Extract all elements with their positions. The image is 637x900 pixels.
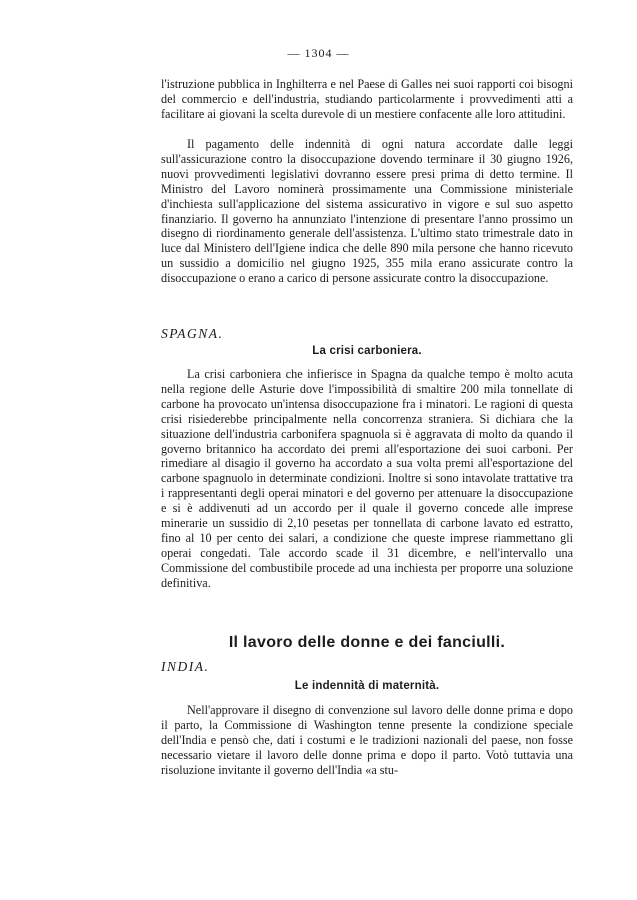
subheading-coal-crisis: La crisi carboniera. [312,345,422,357]
page-number: — 1304 — [287,46,350,60]
spain-coal-paragraph: La crisi carboniera che infierisce in Spagna da qualche tempo è molto acuta nella regione delle Asturie dove l'impossibilità di smaltire 200 mila tonnellate di carbone ha provocato un'intensa disoccupazione fra i minatori. Le ragioni di questa crisi risiederebbe principalmente nella concorrenza straniera. Si dichiara che la situazione dell'industria carbonifera spagnuola si è aggravata di molto da quando il governo britannico ha accordato dei premi all'esportazione dei suoi carboni. Per rimediare al disagio il governo ha accordato a sua volta premi all'esportazione del carbone spagnuolo in determinate condizioni. Inoltre si sono intavolate trattative tra i rappresentanti degli operai minatori e del governo per attenuare la disoccupazione e si è addivenuti ad un accordo per il quale il governo concede alle imprese minerarie un sussidio di 2,10 pesetas per tonnellata di carbone lavato ed estratto, fino al 10 per cento dei salari, a condizione che queste imprese riammettano gli operai congedati. Tale accordo scade il 31 dicembre, e nell'intervallo una Commissione del combustibile procede ad una inchiesta per proporre una soluzione definitiva. [161,367,573,590]
uk-unemployment-paragraph: Il pagamento delle indennità di ogni natura accordate dalle leggi sull'assicurazione contro la disoccupazione dovendo terminare il 30 giugno 1926, nuovi provvedimenti legislativi dovranno essere presi prima di detto termine. Il Ministro del Lavoro nominerà prossimamente una Commissione ministeriale d'inchiesta sull'applicazione del sistema assicurativo in vigore e sul suo aspetto finanziario. Il governo ha annunziato l'intenzione di presentare l'anno prossimo un disegno di riordinamento generale dell'assistenza. L'ultimo stato trimestrale dato in luce dal Ministero dell'Igiene indica che delle 890 mila persone che hanno ricevuto un sussidio a domicilio nel giugno 1925, 355 mila erano assicurate contro la disoccupazione o erano a carico di persone assicurate contro la disoccupazione. [161,137,573,286]
country-heading-spain: SPAGNA. [161,326,224,341]
india-maternity-paragraph: Nell'approvare il disegno di convenzione sul lavoro delle donne prima e dopo il parto, la Commissione di Washington tenne presente la condizione speciale dell'India e pensò che, dati i costumi e le tradizioni nazionali del paese, non fosse necessario vietare il lavoro delle donne prima e dopo il parto. Votò tuttavia una risoluzione invitante il governo dell'India «a stu- [161,703,573,777]
subheading-maternity: Le indennità di maternità. [294,680,440,692]
section-title-women-children: Il lavoro delle donne e dei fanciulli. [228,634,506,651]
uk-continuation-paragraph: l'istruzione pubblica in Inghilterra e nel Paese di Galles nei suoi rapporti coi bisogni del commercio e dell'industria, studiando particolarmente i provvedimenti atti a facilitare ai giovani la scelta durevole di un mestiere confacente alle loro attitudini. [161,77,573,121]
country-heading-india: INDIA. [161,659,210,674]
